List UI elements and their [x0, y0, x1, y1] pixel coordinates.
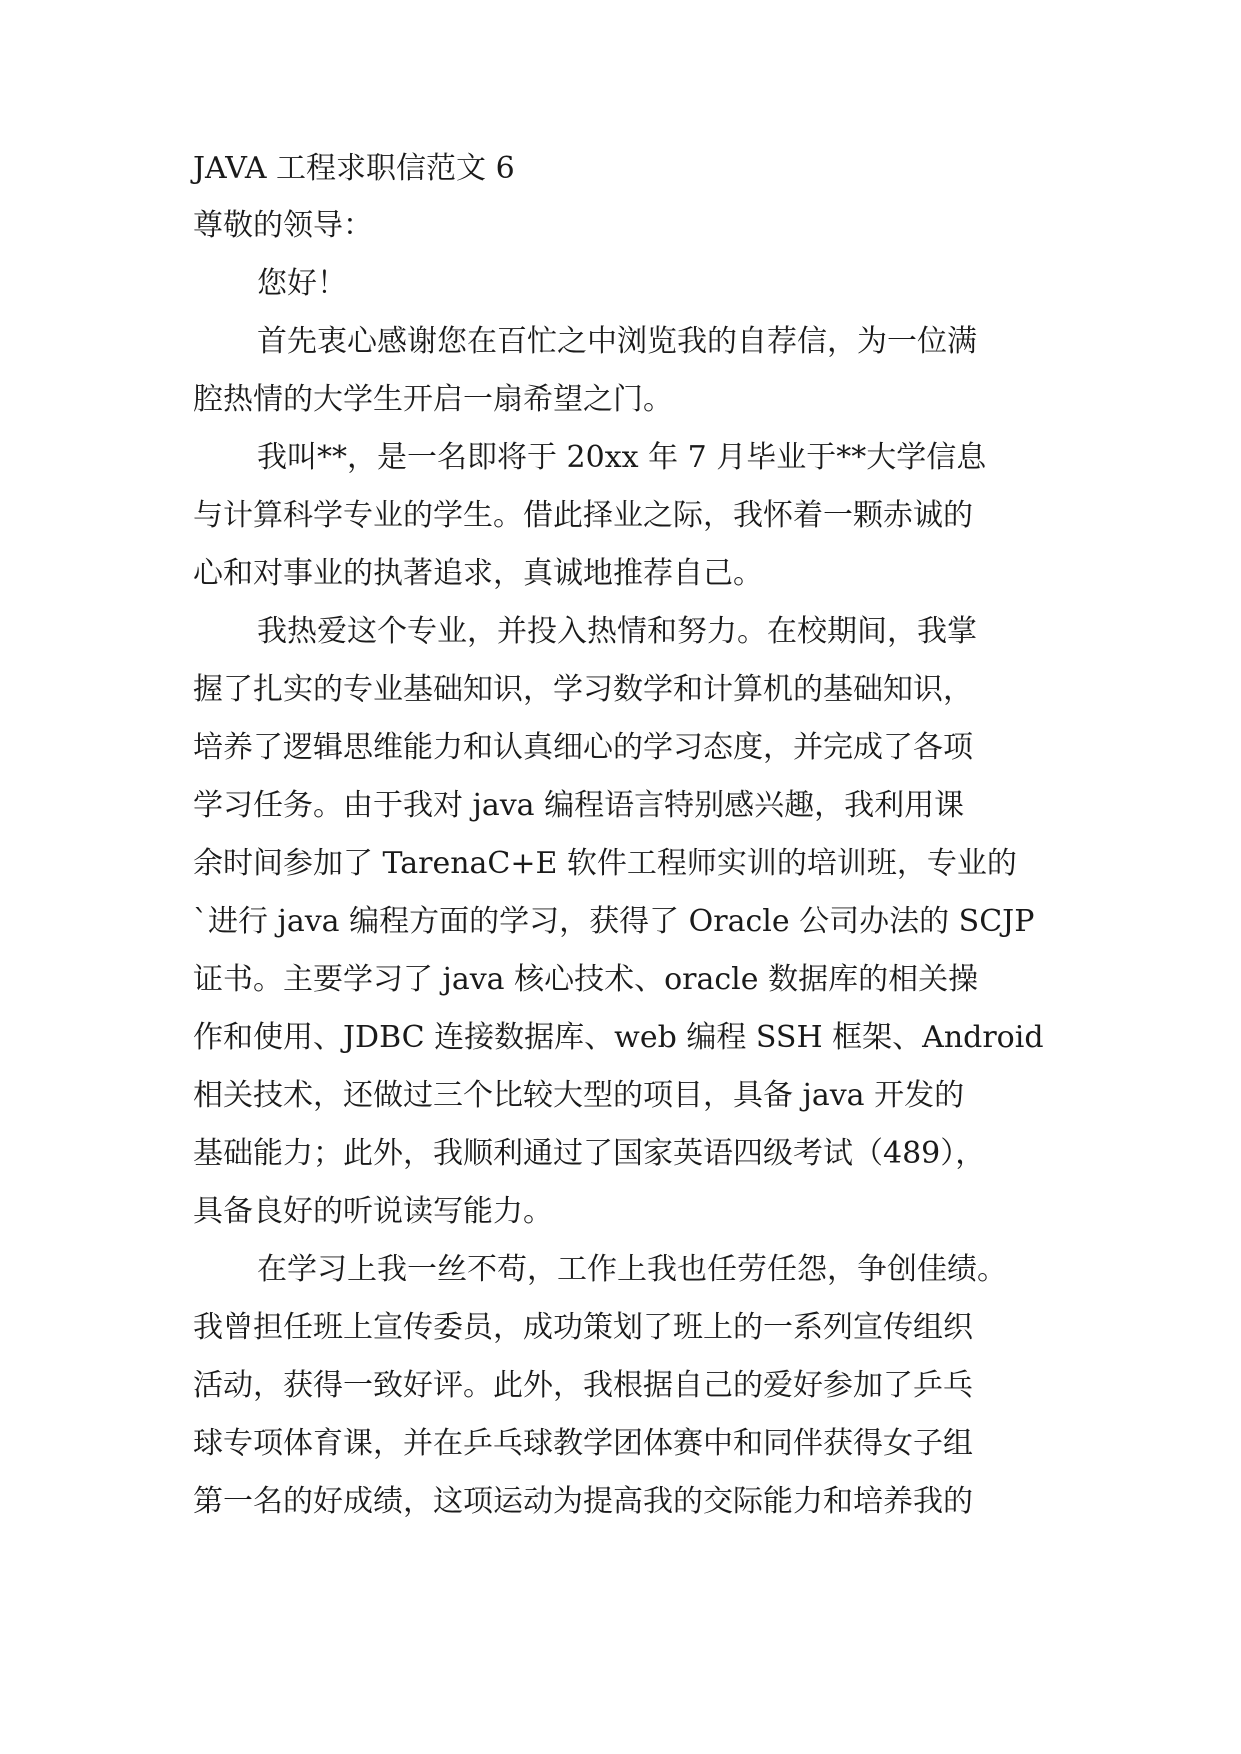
- paragraph-line: 球专项体育课，并在乒乓球教学团体赛中和同伴获得女子组: [193, 1426, 973, 1461]
- paragraph-line: 我热爱这个专业，并投入热情和努力。在校期间，我掌: [257, 614, 977, 649]
- paragraph-line: 首先衷心感谢您在百忙之中浏览我的自荐信，为一位满: [257, 324, 977, 359]
- salutation: 尊敬的领导：: [193, 208, 373, 243]
- paragraph-line: 在学习上我一丝不苟，工作上我也任劳任怨，争创佳绩。: [257, 1252, 1007, 1287]
- paragraph-line: 基础能力；此外，我顺利通过了国家英语四级考试（489），: [193, 1136, 986, 1171]
- paragraph-line: 相关技术，还做过三个比较大型的项目，具备 java 开发的: [193, 1078, 965, 1113]
- paragraph-line: `进行 java 编程方面的学习，获得了 Oracle 公司办法的 SCJP: [193, 904, 1035, 939]
- paragraph-line: 握了扎实的专业基础知识，学习数学和计算机的基础知识，: [193, 672, 973, 707]
- paragraph-line: 腔热情的大学生开启一扇希望之门。: [193, 382, 673, 417]
- paragraph-line: 心和对事业的执著追求，真诚地推荐自己。: [193, 556, 763, 591]
- paragraph-line: 余时间参加了 TarenaC+E 软件工程师实训的培训班，专业的: [193, 846, 1017, 881]
- paragraph-line: 与计算科学专业的学生。借此择业之际，我怀着一颗赤诚的: [193, 498, 973, 533]
- paragraph-line: 我叫**，是一名即将于 20xx 年 7 月毕业于**大学信息: [257, 440, 987, 475]
- paragraph-line: 活动，获得一致好评。此外，我根据自己的爱好参加了乒乓: [193, 1368, 973, 1403]
- document-title: JAVA 工程求职信范文 6: [193, 151, 515, 186]
- paragraph-line: 学习任务。由于我对 java 编程语言特别感兴趣，我利用课: [193, 788, 965, 823]
- paragraph-line: 培养了逻辑思维能力和认真细心的学习态度，并完成了各项: [193, 730, 973, 765]
- paragraph-line: 证书。主要学习了 java 核心技术、oracle 数据库的相关操: [193, 962, 979, 997]
- paragraph-line: 第一名的好成绩，这项运动为提高我的交际能力和培养我的: [193, 1484, 973, 1519]
- paragraph-line: 我曾担任班上宣传委员，成功策划了班上的一系列宣传组织: [193, 1310, 973, 1345]
- paragraph-line: 具备良好的听说读写能力。: [193, 1194, 553, 1229]
- greeting: 您好！: [257, 266, 347, 301]
- paragraph-line: 作和使用、JDBC 连接数据库、web 编程 SSH 框架、Android: [193, 1020, 1044, 1055]
